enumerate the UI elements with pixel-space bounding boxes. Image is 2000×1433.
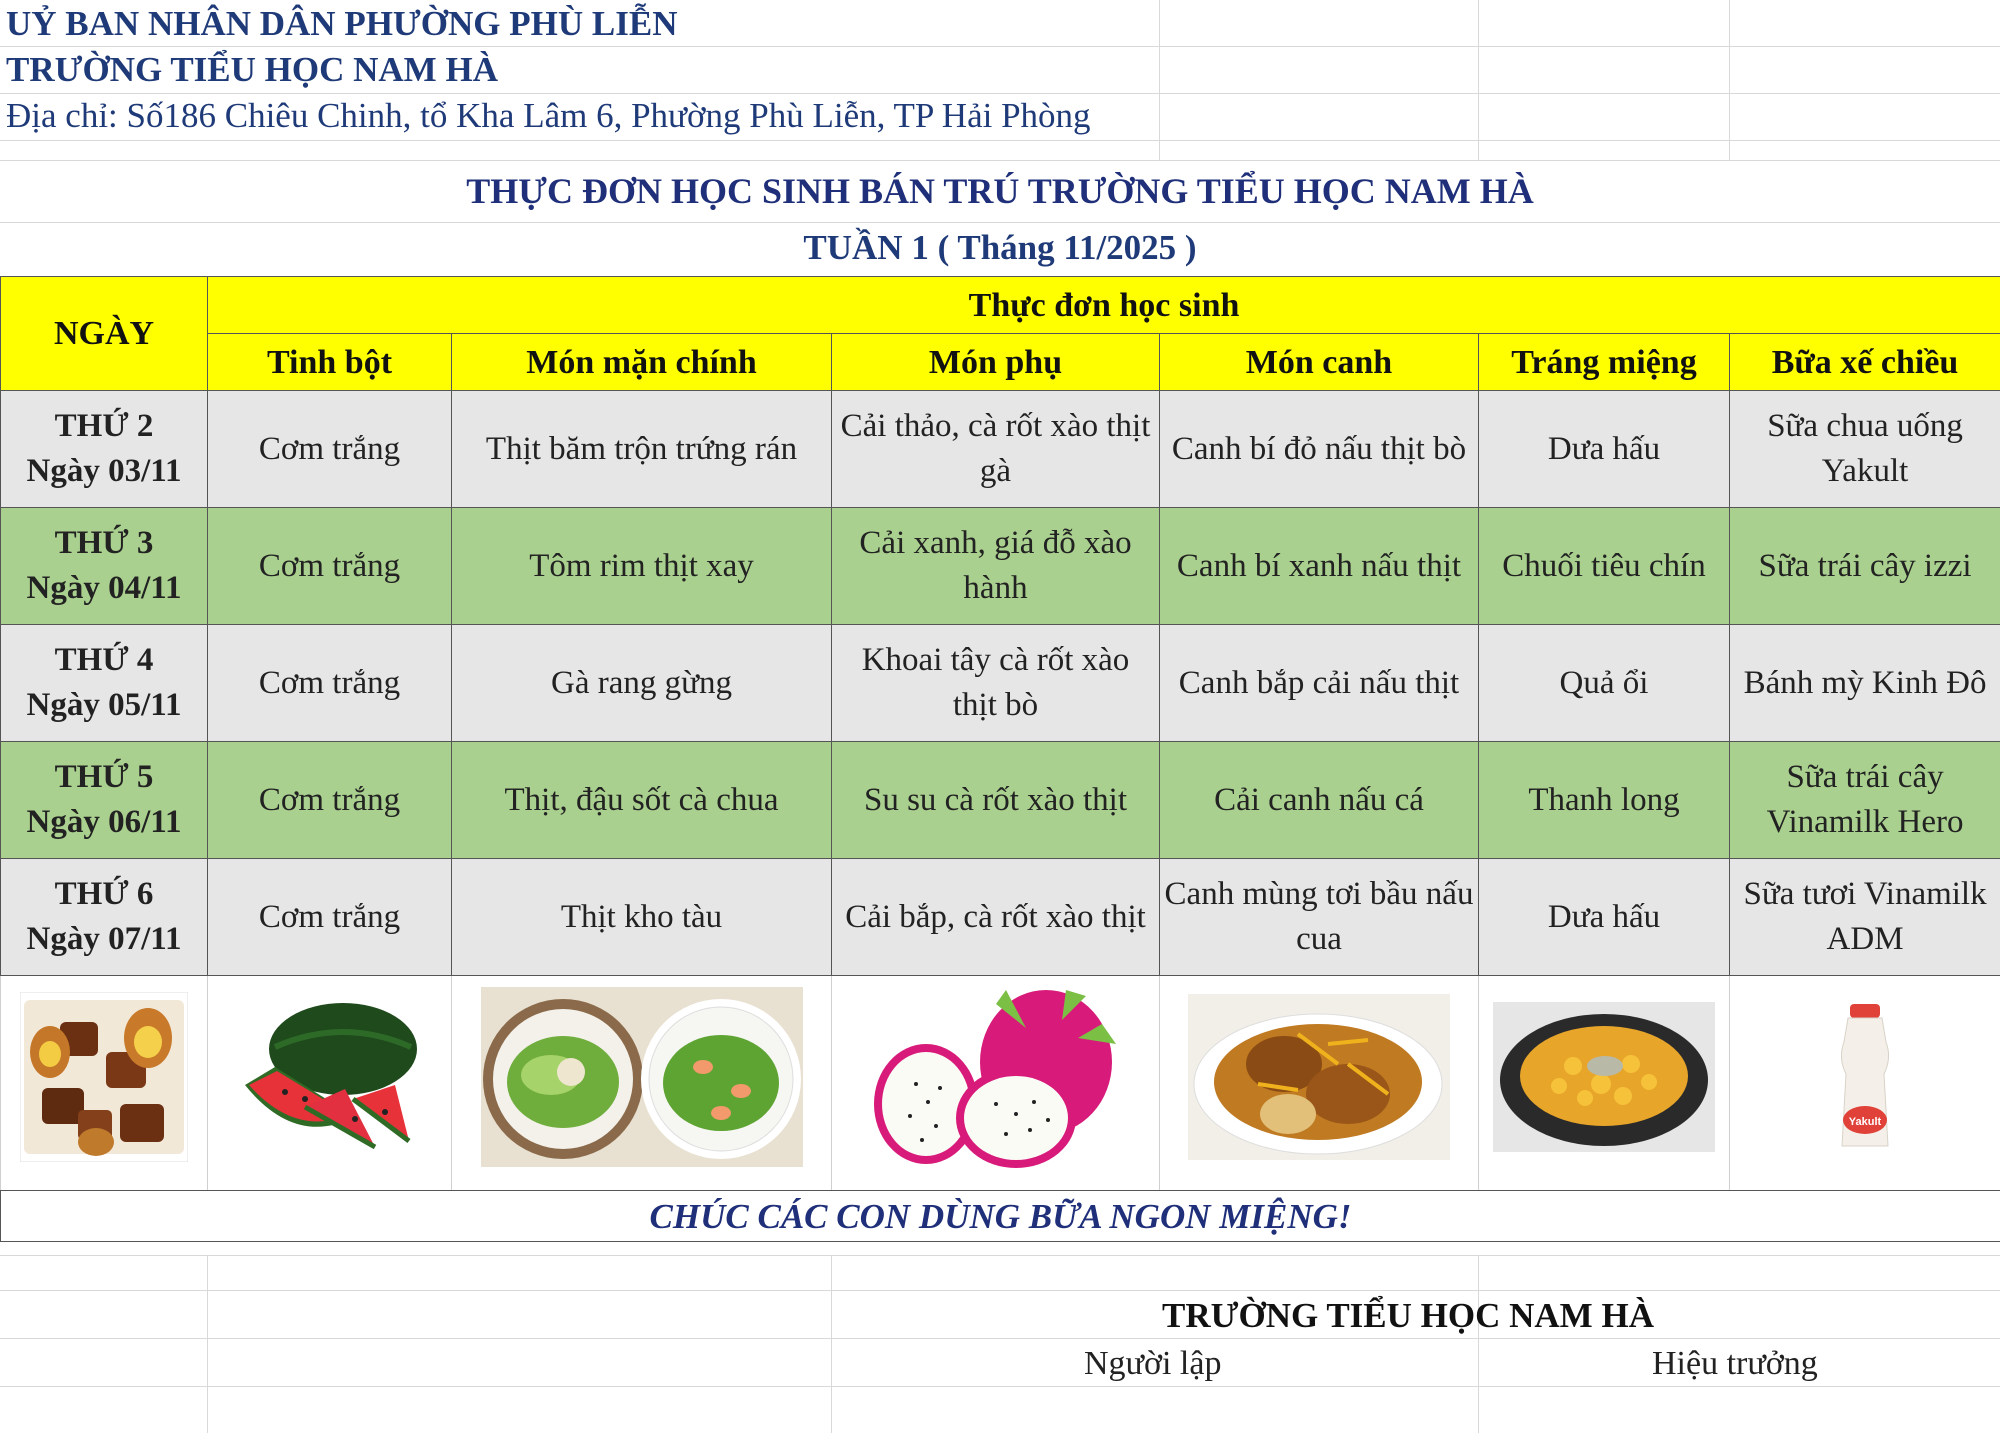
weekday-label: THỨ 6: [54, 876, 154, 912]
menu-cell: Cải xanh, giá đỗ xào hành: [832, 508, 1160, 625]
weekday-label: THỨ 5: [54, 759, 154, 795]
dragon-fruit-image: [866, 984, 1126, 1170]
grid-line: [0, 46, 2000, 47]
column-header-main-dish: Món mặn chính: [452, 334, 832, 391]
menu-cell: Cải thảo, cà rốt xào thịt gà: [832, 391, 1160, 508]
footer-principal: Hiệu trưởng: [1652, 1345, 1818, 1382]
table-row: [1, 391, 2000, 508]
menu-cell: Cải bắp, cà rốt xào thịt: [832, 859, 1160, 976]
menu-title: THỰC ĐƠN HỌC SINH BÁN TRÚ TRƯỜNG TIỂU HỌC NAM HÀ: [466, 171, 1534, 211]
image-cell: [1479, 976, 1730, 1191]
menu-cell: Sữa trái cây Vinamilk Hero: [1730, 742, 2000, 859]
menu-cell: Su su cà rốt xào thịt: [832, 742, 1160, 859]
image-cell: [1730, 976, 2000, 1191]
menu-cell: Cơm trắng: [208, 625, 452, 742]
school-address: Địa chỉ: Số186 Chiêu Chinh, tổ Kha Lâm 6, Phường Phù Liễn, TP Hải Phòng: [6, 96, 1091, 135]
menu-cell: Canh bắp cải nấu thịt: [1160, 625, 1479, 742]
table-row: [1, 508, 2000, 625]
day-cell: [1, 625, 208, 742]
weekday-label: THỨ 2: [54, 408, 154, 444]
menu-cell: Cơm trắng: [208, 742, 452, 859]
menu-cell: Khoai tây cà rốt xào thịt bò: [832, 625, 1160, 742]
footer-school-name: TRƯỜNG TIỂU HỌC NAM HÀ: [1162, 1296, 1654, 1335]
grid-line: [0, 1338, 2000, 1339]
menu-cell: Cơm trắng: [208, 859, 452, 976]
grid-line: [0, 222, 2000, 223]
grid-line: [1159, 0, 1160, 160]
pumpkin-soup-image: [1493, 1002, 1715, 1152]
image-cell: [452, 976, 832, 1191]
day-cell: [1, 859, 208, 976]
menu-cell: Bánh mỳ Kinh Đô: [1730, 625, 2000, 742]
grid-line: [0, 1386, 2000, 1387]
menu-table: [0, 276, 2000, 1242]
menu-cell: Cơm trắng: [208, 391, 452, 508]
grid-line: [0, 160, 2000, 161]
grid-line: [0, 1255, 2000, 1256]
menu-cell: Tôm rim thịt xay: [452, 508, 832, 625]
table-row: [1, 742, 2000, 859]
week-subtitle: TUẦN 1 ( Tháng 11/2025 ): [803, 228, 1197, 267]
day-cell: [1, 742, 208, 859]
menu-cell: Dưa hấu: [1479, 391, 1730, 508]
braised-pork-egg-image: [20, 992, 188, 1162]
grid-line: [831, 1255, 832, 1433]
menu-cell: Dưa hấu: [1479, 859, 1730, 976]
day-cell: [1, 391, 208, 508]
menu-cell: Canh bí đỏ nấu thịt bò: [1160, 391, 1479, 508]
footer-prepared-by: Người lập: [1084, 1345, 1222, 1382]
image-cell: [208, 976, 452, 1191]
menu-cell: Thanh long: [1479, 742, 1730, 859]
menu-group-header: Thực đơn học sinh: [208, 277, 2000, 334]
day-column-header: NGÀY: [1, 277, 208, 391]
menu-cell: Gà rang gừng: [452, 625, 832, 742]
menu-cell: Thịt, đậu sốt cà chua: [452, 742, 832, 859]
district-name: UỶ BAN NHÂN DÂN PHƯỜNG PHÙ LIỄN: [6, 4, 678, 43]
day-cell: [1, 508, 208, 625]
table-row: [1, 625, 2000, 742]
image-cell: [1160, 976, 1479, 1191]
grid-line: [0, 93, 2000, 94]
weekday-label: THỨ 3: [54, 525, 154, 561]
grid-line: [207, 1255, 208, 1433]
grid-line: [1478, 0, 1479, 160]
date-label: Ngày 07/11: [26, 921, 182, 957]
menu-cell: Sữa trái cây izzi: [1730, 508, 2000, 625]
column-header-dessert: Tráng miệng: [1479, 334, 1730, 391]
table-row: [1, 859, 2000, 976]
grid-line: [0, 140, 2000, 141]
date-label: Ngày 06/11: [26, 804, 182, 840]
menu-cell: Quả ổi: [1479, 625, 1730, 742]
column-header-afternoon-snack: Bữa xế chiều: [1730, 334, 2000, 391]
bottle-brand-text: Yakult: [1848, 1115, 1882, 1128]
menu-cell: Canh bí xanh nấu thịt: [1160, 508, 1479, 625]
grid-line: [1478, 1255, 1479, 1433]
menu-cell: Chuối tiêu chín: [1479, 508, 1730, 625]
wish-row: [1, 1191, 2000, 1242]
date-label: Ngày 04/11: [26, 570, 182, 606]
food-images-row: [1, 976, 2000, 1191]
image-cell: [832, 976, 1160, 1191]
menu-cell: Sữa tươi Vinamilk ADM: [1730, 859, 2000, 976]
menu-cell: Cơm trắng: [208, 508, 452, 625]
date-label: Ngày 03/11: [26, 453, 182, 489]
column-header-side-dish: Món phụ: [832, 334, 1160, 391]
wish-message: CHÚC CÁC CON DÙNG BỮA NGON MIỆNG!: [1, 1191, 2000, 1242]
ginger-chicken-image: [1188, 994, 1450, 1160]
menu-cell: Thịt băm trộn trứng rán: [452, 391, 832, 508]
yakult-bottle-image: [1828, 1002, 1902, 1152]
column-header-soup: Món canh: [1160, 334, 1479, 391]
menu-cell: Sữa chua uống Yakult: [1730, 391, 2000, 508]
stir-fried-greens-image: [481, 987, 803, 1167]
weekday-label: THỨ 4: [54, 642, 154, 678]
grid-line: [1729, 0, 1730, 160]
menu-cell: Cải canh nấu cá: [1160, 742, 1479, 859]
menu-cell: Thịt kho tàu: [452, 859, 832, 976]
date-label: Ngày 05/11: [26, 687, 182, 723]
watermelon-image: [235, 997, 425, 1157]
image-cell: [1, 976, 208, 1191]
menu-cell: Canh mùng tơi bầu nấu cua: [1160, 859, 1479, 976]
column-header-starch: Tinh bột: [208, 334, 452, 391]
school-name: TRƯỜNG TIỂU HỌC NAM HÀ: [6, 50, 498, 89]
grid-line: [0, 1290, 2000, 1291]
